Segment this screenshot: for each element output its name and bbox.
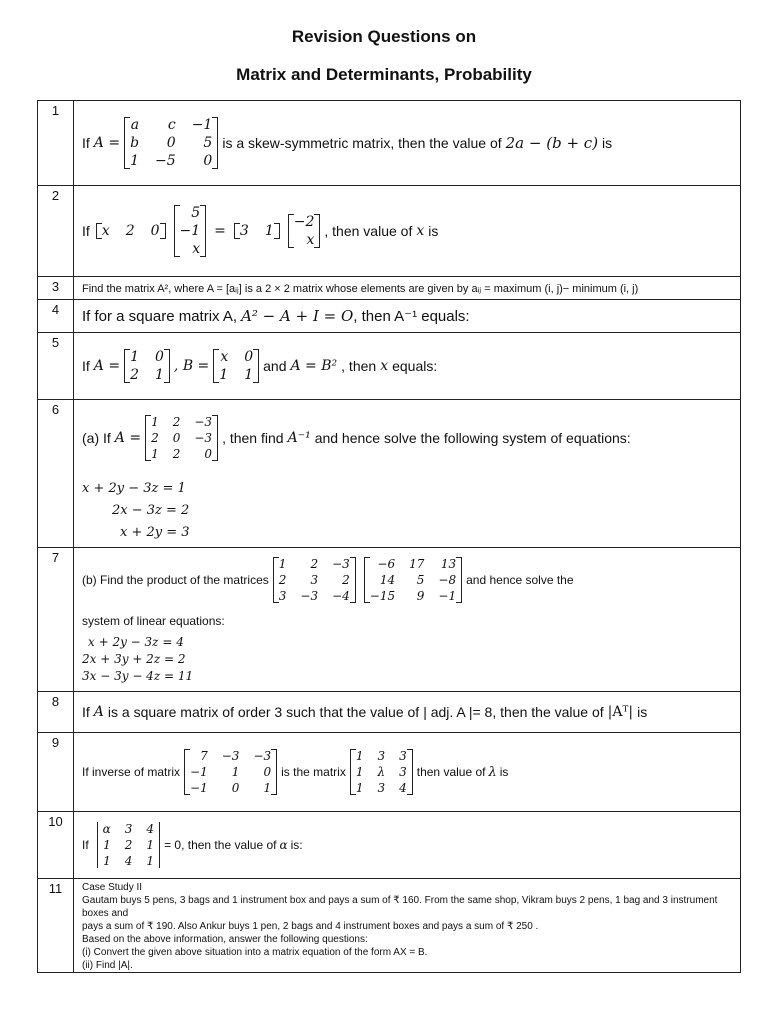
matrix-entry: −3	[300, 589, 319, 603]
matrix-entry: −3	[221, 749, 240, 763]
matrix-entry: 5	[416, 573, 425, 587]
matrix-entry: 3	[399, 749, 407, 763]
matrix-entry: 3	[124, 822, 133, 836]
matrix-entry: 1	[219, 367, 229, 383]
matrix-entry: 2	[172, 447, 181, 461]
question-number: 5	[38, 333, 74, 400]
question-text: is	[499, 765, 509, 779]
column-matrix	[174, 205, 207, 257]
matrix-entry: x	[101, 223, 110, 239]
matrix-entry: −3	[194, 415, 213, 429]
matrix-entry: 1	[355, 749, 364, 763]
question-text: If for a square matrix A,	[82, 307, 238, 325]
matrix-entry: −1	[190, 781, 208, 795]
matrix-entry: 0	[166, 135, 176, 151]
matrix-entry: −2	[293, 214, 315, 230]
matrix-entry: 1	[244, 367, 254, 383]
matrix-entry: 3	[239, 223, 249, 239]
question-content	[74, 186, 741, 277]
question-number: 4	[38, 300, 74, 333]
question-row-7	[38, 548, 741, 692]
question-row-11	[38, 879, 741, 973]
question-row-2	[38, 186, 741, 277]
matrix-entry: −3	[194, 431, 213, 445]
matrix-entry: −1	[191, 117, 213, 133]
questions-table	[37, 100, 741, 973]
matrix-entry: 4	[146, 822, 155, 836]
question-content	[74, 692, 741, 733]
matrix-entry: λ	[377, 765, 386, 779]
question-content	[74, 300, 741, 333]
matrix-entry: −3	[332, 557, 350, 571]
matrix-entry: 14	[379, 573, 396, 587]
question-row-6	[38, 400, 741, 548]
question-content	[74, 733, 741, 812]
matrix-entry: 0	[231, 781, 240, 795]
math-var: α	[279, 838, 288, 852]
case-study-text: pays a sum of ₹ 190. Also Ankur buys 1 pen, 2 bags and 4 instrument boxes and pays a sum of ₹ 250 .	[82, 921, 539, 932]
question-text: , then the value of	[492, 704, 604, 720]
math-expr: A =	[93, 135, 121, 151]
matrix-entry: 0	[263, 765, 272, 779]
matrix-entry: 2	[130, 367, 139, 383]
matrix-entry: 2	[172, 415, 181, 429]
equation: 3x − 3y − 4z = 11	[82, 669, 194, 683]
question-number: 1	[38, 101, 74, 186]
math-expr: A =	[114, 430, 142, 446]
matrix-entry: −1	[179, 223, 201, 239]
matrix-entry: a	[130, 117, 140, 133]
math-expr: 2a − (b + c)	[505, 134, 599, 152]
question-content	[74, 101, 741, 186]
question-text: then value of	[416, 765, 486, 779]
matrix-entry: 1	[264, 223, 274, 239]
matrix-b	[213, 349, 259, 383]
matrix-2	[364, 557, 462, 603]
matrix-entry: c	[167, 117, 176, 133]
matrix-entry: b	[130, 135, 140, 151]
matrix-entry: −1	[190, 765, 208, 779]
matrix-entry: −1	[438, 589, 457, 603]
question-number: 9	[38, 733, 74, 812]
matrix-entry: 4	[399, 781, 407, 795]
matrix-entry: x	[306, 232, 315, 248]
matrix-entry: 1	[155, 367, 164, 383]
math-expr: A =	[93, 358, 121, 374]
matrix-entry: 1	[130, 153, 140, 169]
question-number: 11	[38, 879, 74, 973]
case-study	[82, 879, 734, 972]
question-row-10	[38, 812, 741, 879]
matrix-entry: −4	[332, 589, 350, 603]
matrix-entry: 0	[172, 431, 181, 445]
matrix-entry: 13	[440, 557, 457, 571]
question-text: and hence solve the	[466, 573, 574, 587]
case-study-title: Case Study II	[82, 882, 143, 893]
matrix-entry: −8	[438, 573, 457, 587]
question-text: is	[428, 223, 439, 239]
row-matrix	[96, 223, 166, 239]
matrix-entry: 1	[355, 765, 364, 779]
matrix-1	[184, 749, 277, 795]
matrix-entry: 4	[124, 854, 133, 868]
question-content	[74, 812, 741, 879]
matrix-entry: 1	[231, 765, 240, 779]
math-var: x	[416, 223, 425, 239]
question-number: 2	[38, 186, 74, 277]
question-content	[74, 333, 741, 400]
question-text: (b) Find the product of the matrices	[82, 573, 269, 587]
question-text: Find the matrix A², where A = [aᵢⱼ] is a 2 × 2 matrix whose elements are given by aᵢⱼ = maximum (i, j)− minimum (i, j)	[82, 282, 639, 295]
matrix-entry: 0	[203, 153, 213, 169]
question-row-9	[38, 733, 741, 812]
question-text: , then	[341, 358, 377, 374]
question-number: 7	[38, 548, 74, 692]
question-text: equals:	[392, 358, 438, 374]
equation-system	[82, 634, 734, 685]
math-var: x	[380, 358, 389, 374]
equation-system	[82, 478, 734, 544]
equation: x + 2y − 3z = 1	[82, 481, 186, 496]
question-number: 8	[38, 692, 74, 733]
matrix-entry: 3	[310, 573, 319, 587]
question-text: , then find	[222, 430, 284, 446]
matrix-entry: 1	[103, 838, 111, 852]
matrix-entry: 1	[151, 415, 159, 429]
math-expr: A⁻¹	[287, 430, 311, 446]
question-text: system of linear equations:	[82, 614, 225, 628]
question-text: If	[82, 838, 89, 852]
matrix-entry: 1	[278, 557, 287, 571]
question-text: is:	[290, 838, 303, 852]
question-number: 3	[38, 277, 74, 300]
row-matrix	[234, 223, 280, 239]
question-text: is	[602, 135, 613, 151]
matrix-entry: 0	[155, 349, 164, 365]
question-text: , then value of	[324, 223, 413, 239]
matrix-entry: α	[102, 822, 111, 836]
case-study-question: (ii) Find |A|.	[82, 960, 133, 971]
matrix-entry: −15	[369, 589, 396, 603]
question-text: (a) If	[82, 430, 111, 446]
matrix-entry: 0	[204, 447, 213, 461]
matrix-entry: 1	[146, 838, 155, 852]
determinant	[97, 822, 160, 868]
question-text: is a skew-symmetric matrix, then the value of	[222, 135, 502, 151]
matrix-entry: x	[220, 349, 229, 365]
math-expr: , B =	[173, 358, 210, 374]
question-text: and	[263, 358, 287, 374]
question-number: 6	[38, 400, 74, 548]
matrix-entry: 5	[191, 205, 201, 221]
question-text: If inverse of matrix	[82, 765, 181, 779]
page-title-line-2: Matrix and Determinants, Probability	[236, 65, 532, 84]
matrix-entry: 3	[399, 765, 407, 779]
question-content	[74, 277, 741, 300]
matrix-entry: −3	[253, 749, 272, 763]
math-var: A	[93, 704, 104, 720]
matrix-entry: −5	[155, 153, 176, 169]
case-study-text: Based on the above information, answer the following questions:	[82, 934, 368, 945]
math-var: λ	[488, 764, 497, 780]
equation: 2x − 3z = 2	[112, 503, 190, 518]
question-text: If	[82, 135, 90, 151]
math-expr: |Aᵀ|	[607, 704, 634, 720]
case-study-question: (i) Convert the given above situation into a matrix equation of the form AX = B.	[82, 947, 428, 958]
question-content	[74, 879, 741, 973]
matrix-1	[273, 557, 356, 603]
page-title-line-1: Revision Questions on	[291, 27, 477, 46]
equation: x + 2y − 3z = 4	[88, 635, 184, 649]
question-text: , then A⁻¹ equals:	[353, 308, 470, 325]
matrix-2	[350, 749, 413, 795]
matrix-entry: 3	[377, 781, 386, 795]
equation: x + 2y = 3	[120, 525, 190, 540]
question-text: = 0, then the value of	[164, 838, 277, 852]
question-row-8	[38, 692, 741, 733]
matrix-entry: 3	[278, 589, 287, 603]
question-text: If	[82, 704, 90, 720]
column-matrix	[288, 214, 321, 248]
math-expr: A = B²	[290, 358, 338, 374]
question-text: is the matrix	[281, 765, 346, 779]
math-expr: | adj. A |= 8	[423, 704, 493, 720]
matrix-entry: 2	[124, 838, 133, 852]
question-row-3	[38, 277, 741, 300]
matrix-entry: 2	[342, 573, 350, 587]
matrix-entry: x	[192, 241, 201, 257]
matrix-entry: 5	[203, 135, 213, 151]
matrix-entry: 1	[151, 447, 159, 461]
matrix-entry: 9	[416, 589, 425, 603]
matrix-entry: 1	[263, 781, 272, 795]
question-content	[74, 548, 741, 692]
matrix-entry: 0	[150, 223, 160, 239]
matrix-entry: 1	[130, 349, 139, 365]
matrix-entry: 3	[377, 749, 386, 763]
matrix-entry: 2	[278, 573, 287, 587]
matrix-entry: 17	[409, 557, 425, 571]
matrix-entry: 2	[125, 223, 135, 239]
case-study-text: Gautam buys 5 pens, 3 bags and 1 instrument box and pays a sum of ₹ 160. From the same shop, Vikram buys 2 pens, 1 bag and 3 instrument boxes and	[82, 895, 718, 919]
matrix-entry: −6	[377, 557, 396, 571]
question-text: is a square matrix of order 3 such that the value of	[107, 704, 420, 720]
matrix-entry: 7	[200, 749, 208, 763]
matrix	[124, 117, 218, 169]
matrix-entry: 1	[355, 781, 364, 795]
matrix-entry: 0	[244, 349, 254, 365]
question-row-5	[38, 333, 741, 400]
matrix-entry: 2	[310, 557, 319, 571]
matrix-a	[124, 349, 170, 383]
question-text: If	[82, 223, 90, 239]
question-text: is	[637, 704, 648, 720]
question-content	[74, 400, 741, 548]
question-number: 10	[38, 812, 74, 879]
question-row-1	[38, 101, 741, 186]
matrix-entry: 1	[103, 854, 111, 868]
question-row-4	[38, 300, 741, 333]
matrix-entry: 2	[151, 431, 159, 445]
math-expr: =	[214, 223, 226, 239]
question-text: and hence solve the following system of equations:	[314, 430, 631, 446]
matrix-entry: 1	[146, 854, 155, 868]
question-text: If	[82, 358, 90, 374]
equation: 2x + 3y + 2z = 2	[82, 652, 186, 666]
math-expr: A² − A + I = O	[241, 307, 354, 325]
matrix-a	[145, 415, 218, 461]
